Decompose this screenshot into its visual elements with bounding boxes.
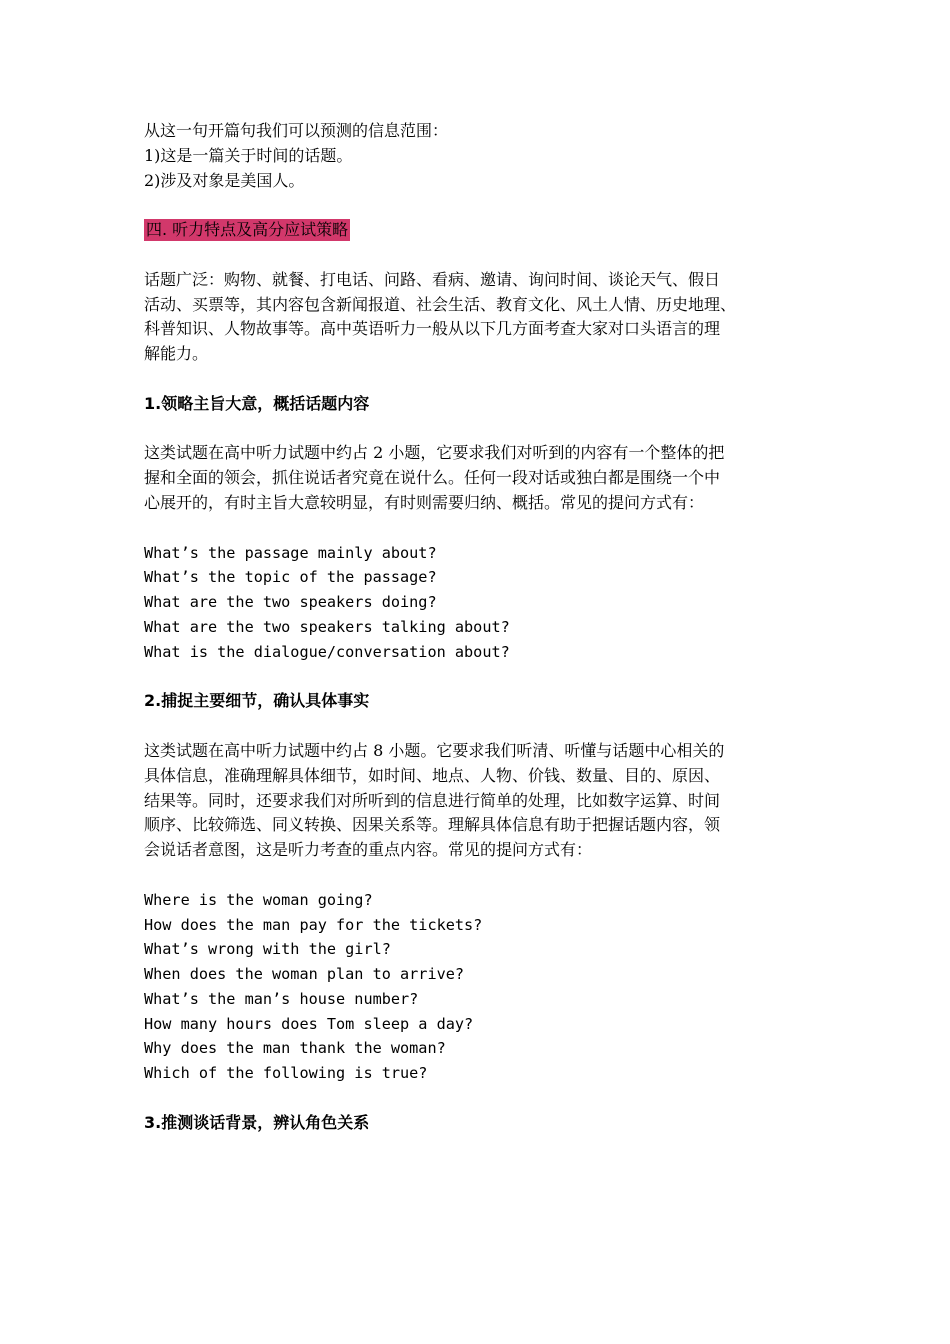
paragraph-line: 解能力。 <box>144 344 209 364</box>
paragraph-line: 心展开的，有时主旨大意较明显，有时则需要归纳、概括。常见的提问方式有： <box>144 492 705 512</box>
item1-heading: 1.领略主旨大意，概括话题内容 <box>144 393 370 413</box>
question-line: What are the two speakers talking about? <box>144 617 510 636</box>
item1-paragraph <box>144 441 824 515</box>
question-line: Why does the man thank the woman? <box>144 1039 446 1058</box>
question-line: When does the woman plan to arrive? <box>144 965 465 984</box>
paragraph-line: 结果等。同时，还要求我们对所听到的信息进行简单的处理，比如数字运算、时间 <box>144 790 721 810</box>
intro-line: 1)这是一篇关于时间的话题。 <box>144 145 353 165</box>
intro-line: 2)涉及对象是美国人。 <box>144 170 305 190</box>
intro-line: 从这一句开篇句我们可以预测的信息范围： <box>144 121 449 140</box>
question-line: What’s the passage mainly about? <box>144 543 437 562</box>
paragraph-line: 这类试题在高中听力试题中约占 2 小题，它要求我们对听到的内容有一个整体的把 <box>144 443 725 463</box>
item3-heading: 3.推测谈话背景，辨认角色关系 <box>144 1112 370 1132</box>
section-title: 四. 听力特点及高分应试策略 <box>146 220 349 240</box>
question-line: What is the dialogue/conversation about? <box>144 642 510 661</box>
intro-block <box>144 119 824 193</box>
paragraph-line: 这类试题在高中听力试题中约占 8 小题。它要求我们听清、听懂与话题中心相关的 <box>144 740 725 760</box>
paragraph-line: 握和全面的领会，抓住说话者究竟在说什么。任何一段对话或独白都是围绕一个中 <box>144 468 721 488</box>
question-line: What’s wrong with the girl? <box>144 940 391 959</box>
question-line: How does the man pay for the tickets? <box>144 915 483 934</box>
paragraph-line: 顺序、比较筛选、同义转换、因果关系等。理解具体信息有助于把握话题内容，领 <box>144 815 721 835</box>
section4-paragraph <box>144 268 824 367</box>
item2-heading: 2.捕捉主要细节，确认具体事实 <box>144 691 370 711</box>
item2-question-list <box>144 888 824 1086</box>
item1-question-list <box>144 541 824 665</box>
paragraph-line: 会说话者意图，这是听力考查的重点内容。常见的提问方式有： <box>144 840 593 860</box>
paragraph-line: 话题广泛：购物、就餐、打电话、问路、看病、邀请、询问时间、谈论天气、假日 <box>144 269 721 289</box>
question-line: What’s the man’s house number? <box>144 989 419 1008</box>
question-line: What’s the topic of the passage? <box>144 568 437 587</box>
item2-paragraph <box>144 739 824 863</box>
section-title-row <box>144 218 824 243</box>
paragraph-line: 活动、买票等，其内容包含新闻报道、社会生活、教育文化、风土人情、历史地理、 <box>144 294 737 314</box>
question-line: How many hours does Tom sleep a day? <box>144 1014 474 1033</box>
paragraph-line: 科普知识、人物故事等。高中英语听力一般从以下几方面考查大家对口头语言的理 <box>144 319 721 339</box>
paragraph-line: 具体信息，准确理解具体细节，如时间、地点、人物、价钱、数量、目的、原因、 <box>144 765 721 785</box>
question-line: Which of the following is true? <box>144 1064 428 1083</box>
question-line: What are the two speakers doing? <box>144 593 437 612</box>
document-page <box>144 119 824 1136</box>
question-line: Where is the woman going? <box>144 890 373 909</box>
